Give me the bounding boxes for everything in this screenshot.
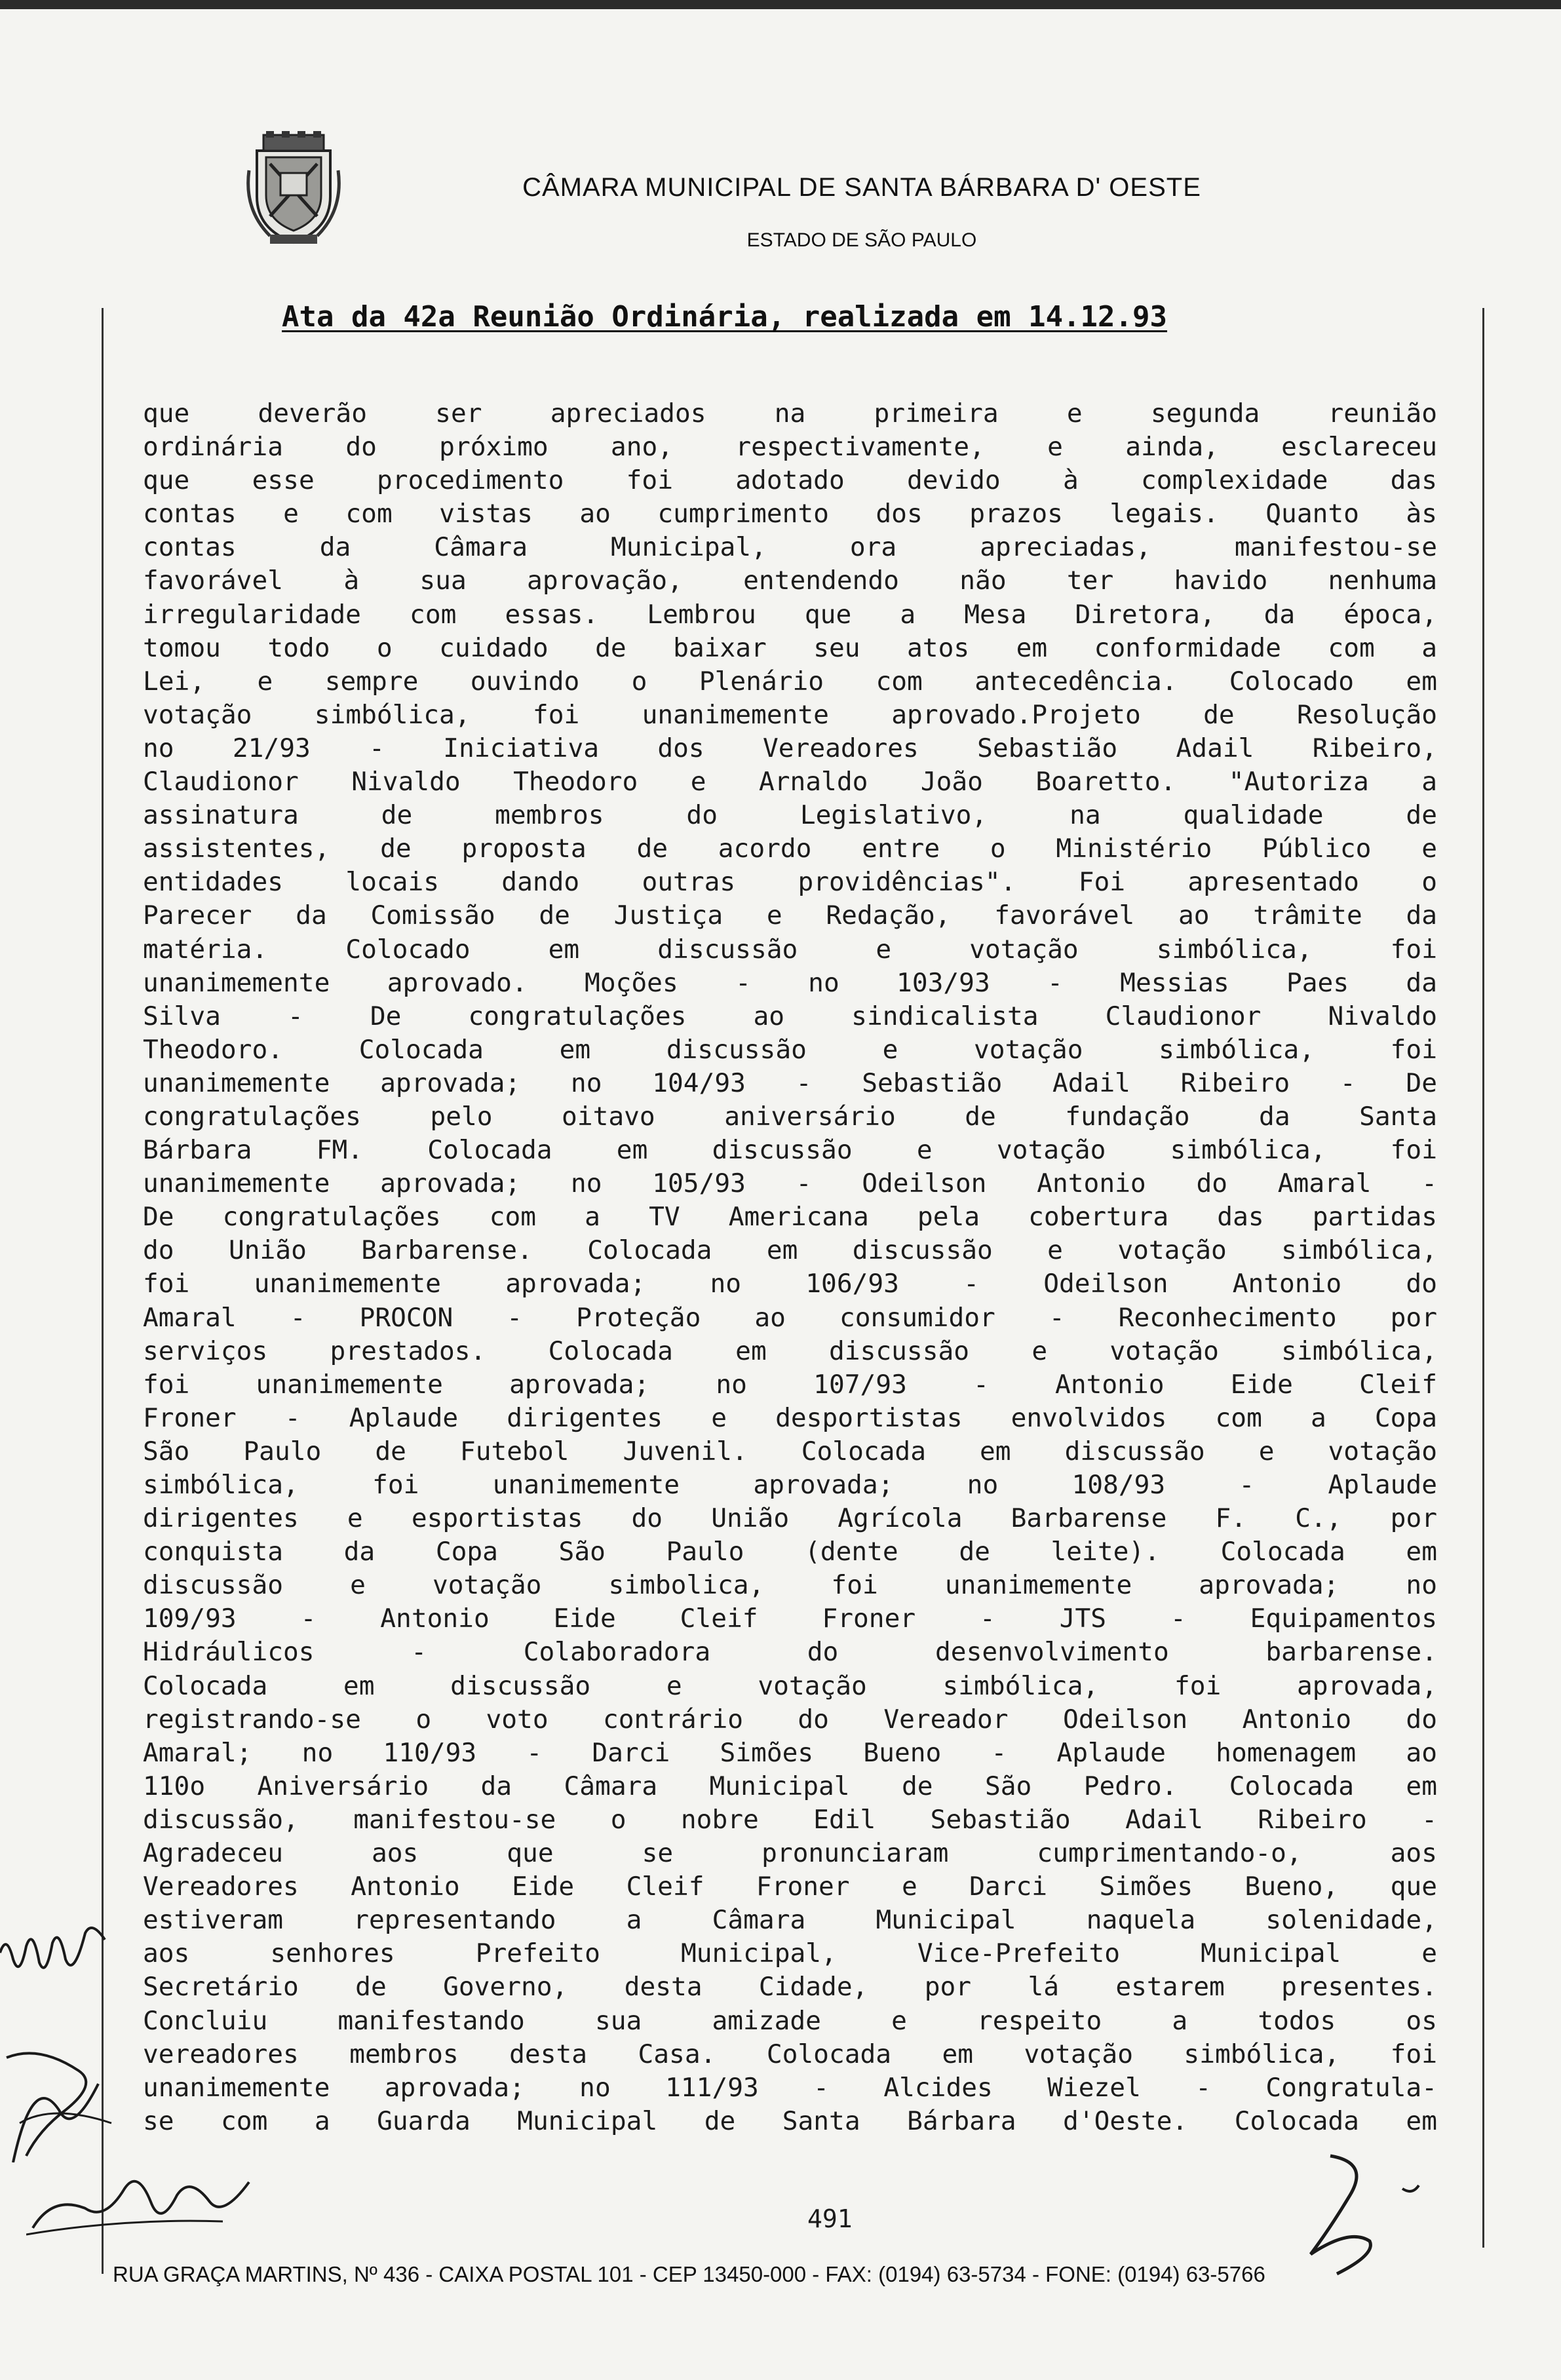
minutes-line: Amaral - PROCON - Proteção ao consumidor - Reconhecimento por	[143, 1302, 1437, 1333]
minutes-line: Hidráulicos - Colaboradora do desenvolvimento barbarense.	[143, 1637, 1437, 1668]
minutes-line: votação simbólica, foi unanimemente aprovado.Projeto de Resolução	[143, 699, 1437, 730]
margin-signature-2-icon	[0, 2031, 131, 2162]
minutes-line: contas e com vistas ao cumprimento dos prazos legais. Quanto às	[143, 499, 1437, 529]
minutes-body	[143, 397, 1437, 2138]
minutes-line: Theodoro. Colocada em discussão e votação simbólica, foi	[143, 1034, 1437, 1065]
minutes-line: Claudionor Nivaldo Theodoro e Arnaldo João Boaretto. "Autoriza a	[143, 767, 1437, 797]
minutes-line: entidades locais dando outras providências". Foi apresentado o	[143, 867, 1437, 898]
institution-name: CÂMARA MUNICIPAL DE SANTA BÁRBARA D' OESTE	[522, 173, 1201, 202]
minutes-line: irregularidade com essas. Lembrou que a Mesa Diretora, da época,	[143, 599, 1437, 630]
state-name: ESTADO DE SÃO PAULO	[746, 229, 977, 251]
minutes-line: 110o Aniversário da Câmara Municipal de São Pedro. Colocada em	[143, 1771, 1437, 1801]
minutes-line: De congratulações com a TV Americana pela cobertura das partidas	[143, 1202, 1437, 1233]
minutes-line: se com a Guarda Municipal de Santa Bárbara d'Oeste. Colocada em	[143, 2105, 1437, 2136]
minutes-line: matéria. Colocado em discussão e votação simbólica, foi	[143, 934, 1437, 965]
minutes-line: Colocada em discussão e votação simbólica, foi aprovada,	[143, 1670, 1437, 1701]
minutes-line: dirigentes e esportistas do União Agrícola Barbarense F. C., por	[143, 1503, 1437, 1534]
minutes-line: foi unanimemente aprovada; no 107/93 - Antonio Eide Cleif	[143, 1369, 1437, 1400]
minutes-line: tomou todo o cuidado de baixar seu atos em conformidade com a	[143, 632, 1437, 663]
minutes-line: vereadores membros desta Casa. Colocada em votação simbólica, foi	[143, 2039, 1437, 2069]
minutes-line: no 21/93 - Iniciativa dos Vereadores Sebastião Adail Ribeiro,	[143, 733, 1437, 763]
minutes-line: assistentes, de proposta de acordo entre o Ministério Público e	[143, 834, 1437, 864]
minutes-line: unanimemente aprovada; no 104/93 - Sebastião Adail Ribeiro - De	[143, 1067, 1437, 1098]
minutes-line: simbólica, foi unanimemente aprovada; no 108/93 - Aplaude	[143, 1470, 1437, 1500]
minutes-line: Froner - Aplaude dirigentes e desportistas envolvidos com a Copa	[143, 1402, 1437, 1433]
minutes-line: Parecer da Comissão de Justiça e Redação, favorável ao trâmite da	[143, 900, 1437, 931]
page-number: 491	[807, 2204, 853, 2233]
scan-top-edge	[0, 0, 1561, 9]
minutes-line: 109/93 - Antonio Eide Cleif Froner - JTS - Equipamentos	[143, 1603, 1437, 1634]
minutes-line: Agradeceu aos que se pronunciaram cumprimentando-o, aos	[143, 1838, 1437, 1869]
minutes-line: discussão, manifestou-se o nobre Edil Sebastião Adail Ribeiro -	[143, 1804, 1437, 1835]
minutes-line: favorável à sua aprovação, entendendo não ter havido nenhuma	[143, 566, 1437, 596]
minutes-line: Concluiu manifestando sua amizade e respeito a todos os	[143, 2005, 1437, 2036]
minutes-line: que esse procedimento foi adotado devido à complexidade das	[143, 465, 1437, 496]
minutes-line: foi unanimemente aprovada; no 106/93 - Odeilson Antonio do	[143, 1269, 1437, 1299]
minutes-line: ordinária do próximo ano, respectivamente, e ainda, esclareceu	[143, 432, 1437, 463]
minutes-line: assinatura de membros do Legislativo, na qualidade de	[143, 800, 1437, 831]
minutes-line: contas da Câmara Municipal, ora apreciadas, manifestou-se	[143, 532, 1437, 563]
minutes-line: aos senhores Prefeito Municipal, Vice-Prefeito Municipal e	[143, 1938, 1437, 1969]
right-margin-line	[1482, 308, 1484, 2248]
minutes-line: Amaral; no 110/93 - Darci Simões Bueno - Aplaude homenagem ao	[143, 1737, 1437, 1768]
minutes-line: unanimemente aprovada; no 105/93 - Odeilson Antonio do Amaral -	[143, 1168, 1437, 1199]
margin-signature-3-icon	[26, 2156, 262, 2241]
minutes-line: Silva - De congratulações ao sindicalista Claudionor Nivaldo	[143, 1001, 1437, 1031]
minutes-line: Vereadores Antonio Eide Cleif Froner e Darci Simões Bueno, que	[143, 1871, 1437, 1902]
minutes-line: estiveram representando a Câmara Municipal naquela solenidade,	[143, 1905, 1437, 1936]
document-title: Ata da 42a Reunião Ordinária, realizada em 14.12.93	[282, 300, 1168, 334]
minutes-line: registrando-se o voto contrário do Vereador Odeilson Antonio do	[143, 1704, 1437, 1735]
minutes-line: unanimemente aprovada; no 111/93 - Alcides Wiezel - Congratula-	[143, 2072, 1437, 2103]
minutes-line: congratulações pelo oitavo aniversário de fundação da Santa	[143, 1101, 1437, 1132]
minutes-line: Bárbara FM. Colocada em discussão e votação simbólica, foi	[143, 1135, 1437, 1166]
minutes-line: serviços prestados. Colocada em discussão e votação simbólica,	[143, 1335, 1437, 1366]
minutes-line: Secretário de Governo, desta Cidade, por lá estarem presentes.	[143, 1972, 1437, 2003]
minutes-line: Lei, e sempre ouvindo o Plenário com antecedência. Colocado em	[143, 666, 1437, 697]
bottom-right-signature-icon	[1271, 2149, 1442, 2280]
margin-signature-1-icon	[0, 1913, 118, 1992]
minutes-line: discussão e votação simbolica, foi unanimemente aprovada; no	[143, 1570, 1437, 1601]
footer-address: RUA GRAÇA MARTINS, Nº 436 - CAIXA POSTAL 101 - CEP 13450-000 - FAX: (0194) 63-5734 - FONE: (0194) 63-5766	[113, 2262, 1265, 2286]
minutes-line: que deverão ser apreciados na primeira e segunda reunião	[143, 398, 1437, 429]
minutes-line: São Paulo de Futebol Juvenil. Colocada em discussão e votação	[143, 1436, 1437, 1467]
minutes-line: unanimemente aprovado. Moções - no 103/93 - Messias Paes da	[143, 967, 1437, 998]
minutes-line: conquista da Copa São Paulo (dente de leite). Colocada em	[143, 1537, 1437, 1567]
minutes-line: do União Barbarense. Colocada em discussão e votação simbólica,	[143, 1235, 1437, 1266]
